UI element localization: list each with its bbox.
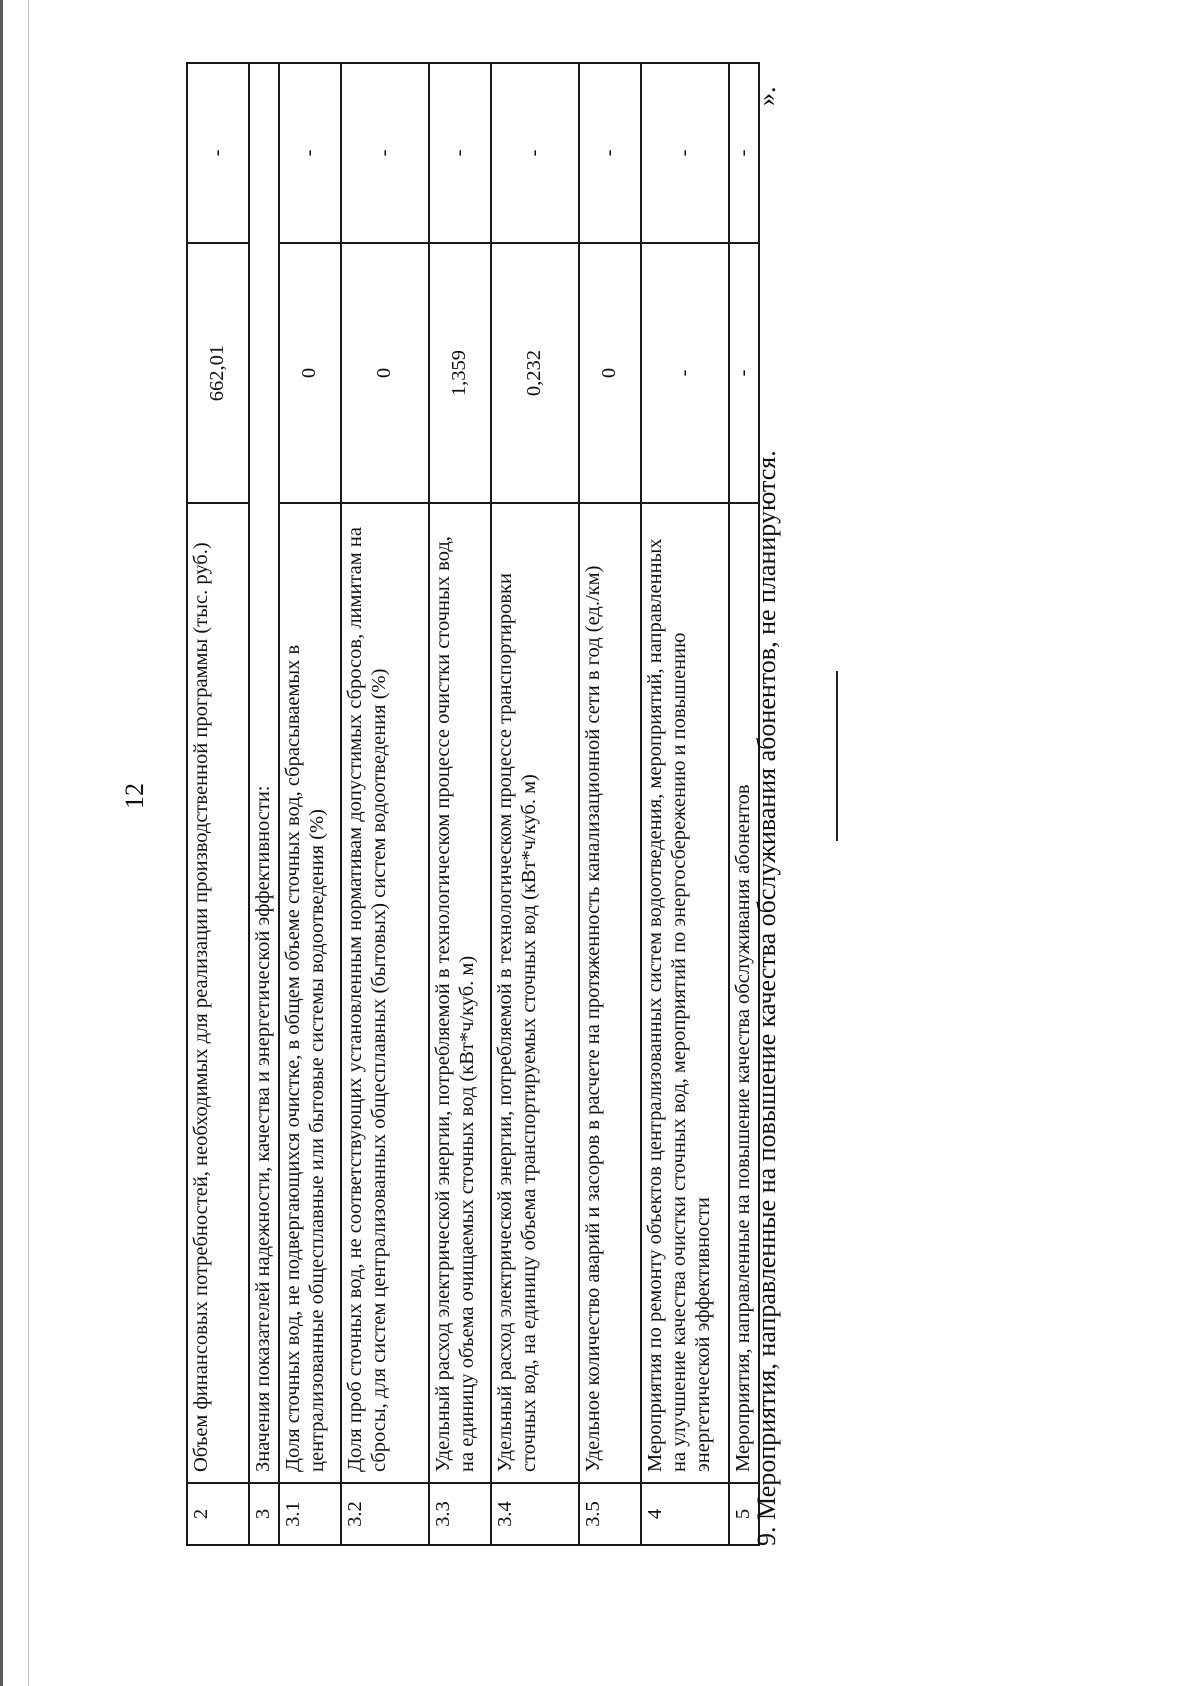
section-heading: 9. Мероприятия, направленные на повышение качества обслуживания абонентов, не планируются. [752,450,781,1546]
row-value-previous: - [279,63,341,243]
row-value-current: 662,01 [187,243,249,503]
row-description: Удельный расход электрической энергии, потребляемой в технологическом процессе транспортировки сточных вод, на единицу объема транспортируемых сточных вод (кВт*ч/куб. м) [491,503,579,1483]
table-body [187,63,759,1545]
row-number: 3.5 [579,1483,641,1545]
row-description: Удельный расход электрической энергии, потребляемой в технологическом процессе очистки сточных вод, на единицу объема очищаемых сточных вод (кВт*ч/куб. м) [429,503,491,1483]
table-row [249,63,279,1545]
row-value-previous: - [187,63,249,243]
row-value-current: - [729,243,759,503]
table-row [429,63,491,1545]
row-number: 3.3 [429,1483,491,1545]
indicators-table [186,62,760,1546]
row-description: Мероприятия по ремонту объектов централизованных систем водоотведения, мероприятий, направленных на улучшение качества очистки сточных вод, мероприятий по энергосбережению и повышению энергетической эффективности [641,503,729,1483]
row-value-current: - [641,243,729,503]
row-value-current: 0 [279,243,341,503]
row-value-current: 0,232 [491,243,579,503]
row-description: Доля проб сточных вод, не соответствующих установленным нормативам допустимых сбросов, лимитам на сбросы, для систем централизованных общесплавных (бытовых) систем водоотведения (%) [341,503,429,1483]
row-value-current: 1,359 [429,243,491,503]
page-number: 12 [120,783,149,809]
row-description: Удельное количество аварий и засоров в расчете на протяженность канализационной сети в год (ед./км) [579,503,641,1483]
row-description: Мероприятия, направленные на повышение качества обслуживания абонентов [729,503,759,1483]
closing-quote: ». [752,86,781,106]
row-value-previous: - [429,63,491,243]
row-description: Доля сточных вод, не подвергающихся очистке, в общем объеме сточных вод, сбрасываемых в централизованные общесплавные или бытовые системы водоотведения (%) [279,503,341,1483]
row-value-previous: - [579,63,641,243]
row-number: 2 [187,1483,249,1545]
row-number: 5 [729,1483,759,1545]
row-number: 3.4 [491,1483,579,1545]
row-value-previous: - [341,63,429,243]
row-number: 4 [641,1483,729,1545]
row-number: 3.2 [341,1483,429,1545]
row-description: Объем финансовых потребностей, необходимых для реализации производственной программы (тыс. руб.) [187,503,249,1483]
row-value-current: 0 [341,243,429,503]
row-value-previous: - [729,63,759,243]
divider-line [836,671,838,841]
table-row [641,63,729,1545]
table-row [579,63,641,1545]
table-row [187,63,249,1545]
row-value-current: 0 [579,243,641,503]
row-value-previous: - [491,63,579,243]
row-number: 3.1 [279,1483,341,1545]
table-row [341,63,429,1545]
table-row [279,63,341,1545]
table-row [491,63,579,1545]
row-number: 3 [249,1483,279,1545]
row-description: Значения показателей надежности, качества и энергетической эффективности: [249,63,279,1483]
row-value-previous: - [641,63,729,243]
